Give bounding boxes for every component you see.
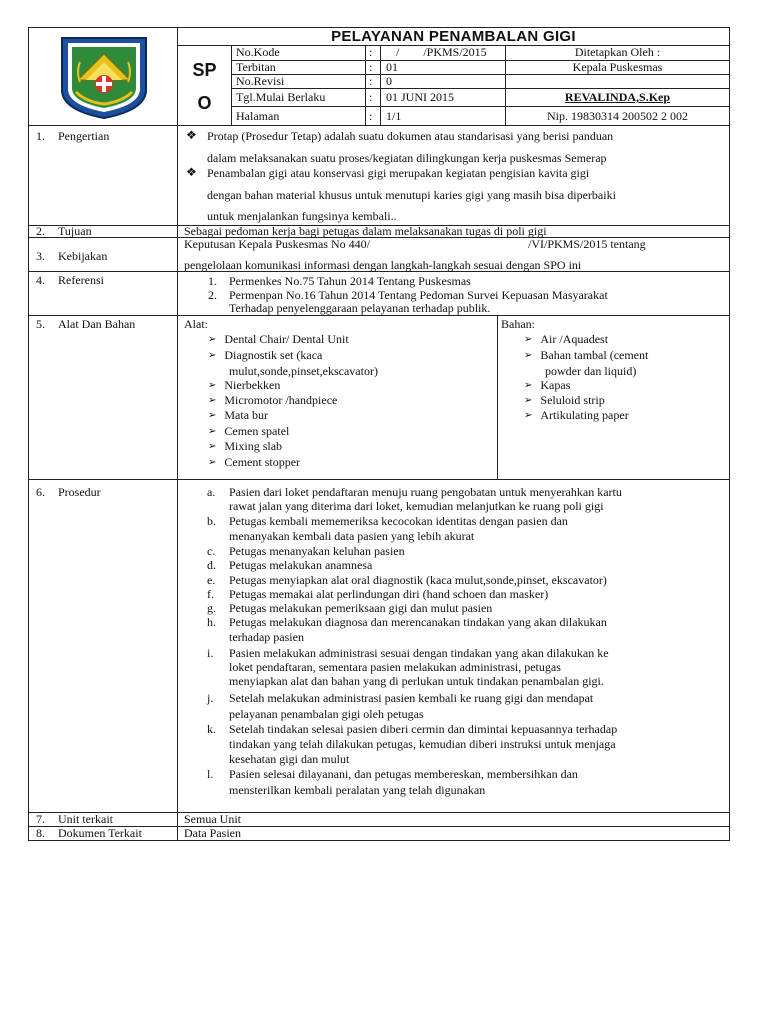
- section-label-kebijakan: Kebijakan: [58, 249, 108, 263]
- bahan-item: ➢ Bahan tambal (cement: [524, 349, 648, 363]
- referensi-number: 1.: [208, 274, 217, 288]
- spo-label-line1: SP: [192, 60, 217, 80]
- row-label-halaman: Halaman: [236, 109, 280, 123]
- referensi-number: 2.: [208, 288, 217, 302]
- row-colon: :: [369, 60, 373, 74]
- prosedur-step-text: pelayanan penambalan gigi oleh petugas: [229, 707, 424, 721]
- section-label-tujuan: Tujuan: [58, 224, 92, 238]
- section-number: 1.: [36, 129, 45, 143]
- prosedur-step-text: kesehatan gigi dan mulut: [229, 752, 350, 766]
- row-label-tgl-mulai: Tgl.Mulai Berlaku: [236, 90, 326, 104]
- row-colon: :: [369, 90, 373, 104]
- bahan-item-continued: powder dan liquid): [545, 364, 637, 378]
- alat-item: ➢ Cemen spatel: [208, 425, 289, 439]
- pengertian-line: dalam melaksanakan suatu proses/kegiatan dilingkungan kerja puskesmas Semerap: [207, 151, 607, 165]
- prosedur-step-text: menanyakan kembali data pasien yang lebih akurat: [229, 529, 475, 543]
- prosedur-step-marker: j.: [207, 691, 214, 705]
- section-label-prosedur: Prosedur: [58, 485, 101, 499]
- alat-item: ➢ Micromotor /handpiece: [208, 394, 337, 408]
- puskesmas-logo: [56, 32, 152, 120]
- section-number: 3.: [36, 249, 45, 263]
- section-number: 7.: [36, 812, 45, 826]
- alat-title: Alat:: [184, 317, 208, 331]
- row-value-tgl-mulai: 01 JUNI 2015: [386, 90, 454, 104]
- row-value-no-revisi: 0: [386, 74, 392, 88]
- bahan-item: ➢ Seluloid strip: [524, 394, 605, 408]
- ditetapkan-oleh: Ditetapkan Oleh :: [574, 45, 661, 59]
- prosedur-step-text: Pasien selesai dilayanani, dan petugas membereskan, membersihkan dan: [229, 767, 578, 781]
- prosedur-step-text: terhadap pasien: [229, 630, 304, 644]
- prosedur-step-marker: f.: [207, 587, 214, 601]
- prosedur-step-text: Petugas melakukan pemeriksaan gigi dan mulut pasien: [229, 601, 493, 615]
- prosedur-step-text: Petugas melakukan diagnosa dan merencanakan tindakan yang akan dilakukan: [229, 615, 607, 629]
- row-colon: :: [369, 109, 373, 123]
- spo-label-line2: O: [197, 93, 212, 113]
- prosedur-step-text: loket pendaftaran, sementara pasien melakukan administrasi, petugas: [229, 660, 561, 674]
- prosedur-step-text: Petugas memakai alat perlindungan diri (hand schoen dan masker): [229, 587, 549, 601]
- section-label-unit-terkait: Unit terkait: [58, 812, 113, 826]
- section-number: 4.: [36, 273, 45, 287]
- kebijakan-line: pengelolaan komunikasi informasi dengan langkah-langkah sesuai dengan SPO ini: [184, 258, 582, 272]
- prosedur-step-marker: e.: [207, 573, 216, 587]
- row-value-terbitan: 01: [386, 60, 398, 74]
- prosedur-step-text: Petugas menanyakan keluhan pasien: [229, 544, 405, 558]
- pengertian-line: Penambalan gigi atau konservasi gigi merupakan kegiatan pengisian kavita gigi: [207, 166, 590, 180]
- prosedur-step-marker: g.: [207, 601, 216, 615]
- kebijakan-line: Keputusan Kepala Puskesmas No 440/: [184, 237, 370, 251]
- row-colon: :: [369, 74, 373, 88]
- kebijakan-line: /VI/PKMS/2015 tentang: [528, 237, 646, 251]
- alat-item-continued: mulut,sonde,pinset,ekscavator): [229, 364, 378, 378]
- alat-item: ➢ Nierbekken: [208, 379, 280, 393]
- kepala-puskesmas: Kepala Puskesmas: [572, 60, 663, 74]
- row-value-halaman: 1/1: [386, 109, 402, 123]
- prosedur-step-text: Pasien dari loket pendaftaran menuju ruang pengobatan untuk menyerahkan kartu: [229, 485, 622, 499]
- bahan-item: ➢ Air /Aquadest: [524, 333, 608, 347]
- dokumen-terkait-value: Data Pasien: [184, 826, 241, 840]
- prosedur-step-text: Petugas kembali mememeriksa kecocokan identitas dengan pasien dan: [229, 514, 568, 528]
- prosedur-step-marker: c.: [207, 544, 216, 558]
- row-value-no-kode: / /PKMS/2015: [396, 45, 487, 59]
- signer-nip: Nip. 19830314 200502 2 002: [547, 109, 688, 123]
- referensi-item: Permenkes No.75 Tahun 2014 Tentang Puskesmas: [229, 274, 471, 288]
- bahan-item: ➢ Kapas: [524, 379, 570, 393]
- prosedur-step-text: Pasien melakukan administrasi sesuai dengan tindakan yang akan dilakukan ke: [229, 646, 609, 660]
- prosedur-step-marker: h.: [207, 615, 216, 629]
- bahan-title: Bahan:: [501, 317, 535, 331]
- prosedur-step-text: Setelah tindakan selesai pasien diberi cermin dan dimintai kepuasannya terhadap: [229, 722, 618, 736]
- prosedur-step-marker: d.: [207, 558, 216, 572]
- prosedur-step-marker: i.: [207, 646, 214, 660]
- section-label-referensi: Referensi: [58, 273, 104, 287]
- prosedur-step-text: tindakan yang telah dilakukan petugas, kemudian diberi instruksi untuk menjaga: [229, 737, 616, 751]
- unit-terkait-value: Semua Unit: [184, 812, 241, 826]
- prosedur-step-text: Petugas menyiapkan alat oral diagnostik (kaca mulut,sonde,pinset, ekscavator): [229, 573, 607, 587]
- section-label-alat-bahan: Alat Dan Bahan: [58, 317, 136, 331]
- alat-item: ➢ Cement stopper: [208, 456, 300, 470]
- alat-item: ➢ Mixing slab: [208, 440, 282, 454]
- row-label-no-revisi: No.Revisi: [236, 74, 285, 88]
- tujuan-text: Sebagai pedoman kerja bagi petugas dalam melaksanakan tugas di poli gigi: [184, 224, 547, 238]
- row-label-terbitan: Terbitan: [236, 60, 276, 74]
- prosedur-step-text: Petugas melakukan anamnesa: [229, 558, 373, 572]
- row-colon: :: [369, 45, 373, 59]
- signer-name: REVALINDA,S.Kep: [564, 90, 671, 104]
- diamond-bullet-icon: ❖: [186, 128, 197, 142]
- document-title: PELAYANAN PENAMBALAN GIGI: [331, 28, 576, 45]
- prosedur-step-text: Setelah melakukan administrasi pasien kembali ke ruang gigi dan mendapat: [229, 691, 594, 705]
- prosedur-step-marker: k.: [207, 722, 216, 736]
- section-number: 6.: [36, 485, 45, 499]
- pengertian-line: dengan bahan material khusus untuk menutupi karies gigi yang masih bisa diperbaiki: [207, 188, 616, 202]
- alat-item: ➢ Diagnostik set (kaca: [208, 349, 322, 363]
- section-number: 8.: [36, 826, 45, 840]
- section-label-pengertian: Pengertian: [58, 129, 110, 143]
- section-number: 2.: [36, 224, 45, 238]
- section-number: 5.: [36, 317, 45, 331]
- referensi-item-continued: Terhadap penyelenggaraan pelayanan terhadap publik.: [229, 301, 491, 315]
- row-label-no-kode: No.Kode: [236, 45, 280, 59]
- prosedur-step-marker: l.: [207, 767, 214, 781]
- prosedur-step-text: rawat jalan yang diterima dari loket, kemudian melanjutkan ke ruang poli gigi: [229, 499, 604, 513]
- referensi-item: Permenpan No.16 Tahun 2014 Tentang Pedoman Survei Kepuasan Masyarakat: [229, 288, 608, 302]
- prosedur-step-text: menyiapkan alat dan bahan yang di perlukan untuk tindakan penambalan gigi.: [229, 674, 604, 688]
- pengertian-line: Protap (Prosedur Tetap) adalah suatu dokumen atau standarisasi yang berisi panduan: [207, 129, 614, 143]
- alat-item: ➢ Dental Chair/ Dental Unit: [208, 333, 349, 347]
- alat-item: ➢ Mata bur: [208, 409, 268, 423]
- section-label-dokumen-terkait: Dokumen Terkait: [58, 826, 142, 840]
- pengertian-line: untuk menjalankan fungsinya kembali..: [207, 209, 397, 223]
- prosedur-step-marker: b.: [207, 514, 216, 528]
- prosedur-step-text: mensterilkan kembali peralatan yang telah digunakan: [229, 783, 486, 797]
- bahan-item: ➢ Artikulating paper: [524, 409, 629, 423]
- prosedur-step-marker: a.: [207, 485, 216, 499]
- diamond-bullet-icon: ❖: [186, 165, 197, 179]
